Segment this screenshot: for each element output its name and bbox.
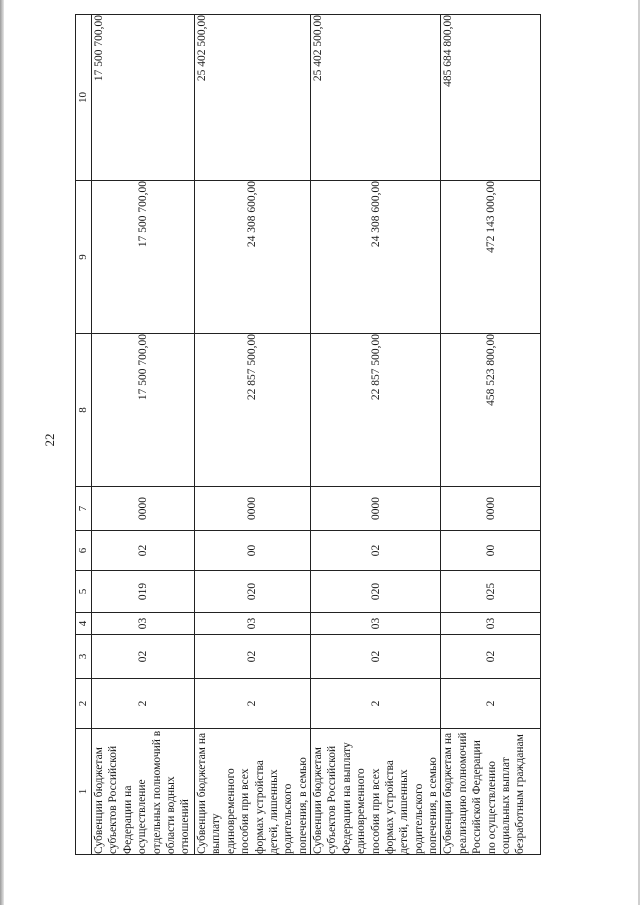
header-col-6: 6 [76, 531, 92, 571]
cell-amount-col-8: 17 500 700,00 [92, 334, 195, 487]
cell-amount-col-9: 472 143 000,00 [441, 181, 541, 334]
rotated-table-wrapper [75, 15, 527, 855]
cell-amount-col-10: 17 500 700,00 [92, 15, 195, 181]
cell-col-3: 02 [195, 635, 311, 679]
cell-col-5: 020 [195, 571, 311, 613]
cell-col-4: 03 [92, 613, 195, 635]
row-name: Субвенции бюджетам субъектов Российской Федерации на выплату единовременного пособия при всех формах устройства детей, лишенных родительского попечения, в семью [311, 729, 441, 855]
header-col-5: 5 [76, 571, 92, 613]
table-row [92, 15, 195, 855]
header-col-4: 4 [76, 613, 92, 635]
cell-col-7: 0000 [441, 487, 541, 531]
cell-col-6: 00 [441, 531, 541, 571]
cell-amount-col-9: 24 308 600,00 [311, 181, 441, 334]
budget-table [75, 14, 541, 855]
header-col-7: 7 [76, 487, 92, 531]
header-row [76, 15, 92, 855]
table-row [311, 15, 441, 855]
header-col-1: 1 [76, 729, 92, 855]
cell-col-2: 2 [311, 679, 441, 729]
header-col-2: 2 [76, 679, 92, 729]
cell-col-2: 2 [195, 679, 311, 729]
header-col-9: 9 [76, 181, 92, 334]
header-col-10: 10 [76, 15, 92, 181]
cell-col-2: 2 [441, 679, 541, 729]
cell-col-5: 025 [441, 571, 541, 613]
header-col-3: 3 [76, 635, 92, 679]
header-col-8: 8 [76, 334, 92, 487]
cell-col-7: 0000 [311, 487, 441, 531]
cell-amount-col-10: 485 684 800,00 [441, 15, 541, 181]
page-number: 22 [42, 433, 57, 447]
cell-amount-col-9: 24 308 600,00 [195, 181, 311, 334]
cell-amount-col-8: 22 857 500,00 [195, 334, 311, 487]
scan-edge-left [0, 0, 4, 905]
table-row [441, 15, 541, 855]
cell-col-4: 03 [441, 613, 541, 635]
cell-col-2: 2 [92, 679, 195, 729]
row-name: Субвенции бюджетам субъектов Российской Федерации на осуществление отдельных полномочий в области водных отношений [92, 729, 195, 855]
cell-amount-col-10: 25 402 500,00 [311, 15, 441, 181]
cell-amount-col-8: 458 523 800,00 [441, 334, 541, 487]
cell-col-6: 02 [92, 531, 195, 571]
cell-col-5: 019 [92, 571, 195, 613]
cell-col-3: 02 [92, 635, 195, 679]
row-name: Субвенции бюджетам на выплату единовременного пособия при всех формах устройства детей, лишенных родительского попечения, в семью [195, 729, 311, 855]
cell-col-4: 03 [311, 613, 441, 635]
cell-col-6: 02 [311, 531, 441, 571]
cell-amount-col-9: 17 500 700,00 [92, 181, 195, 334]
cell-col-3: 02 [311, 635, 441, 679]
cell-amount-col-10: 25 402 500,00 [195, 15, 311, 181]
row-name: Субвенции бюджетам на реализацию полномочий Российской Федерации по осуществлению социальных выплат безработным гражданам [441, 729, 541, 855]
cell-col-5: 020 [311, 571, 441, 613]
cell-col-7: 0000 [195, 487, 311, 531]
cell-col-6: 00 [195, 531, 311, 571]
cell-col-7: 0000 [92, 487, 195, 531]
cell-amount-col-8: 22 857 500,00 [311, 334, 441, 487]
table-row [195, 15, 311, 855]
cell-col-4: 03 [195, 613, 311, 635]
cell-col-3: 02 [441, 635, 541, 679]
